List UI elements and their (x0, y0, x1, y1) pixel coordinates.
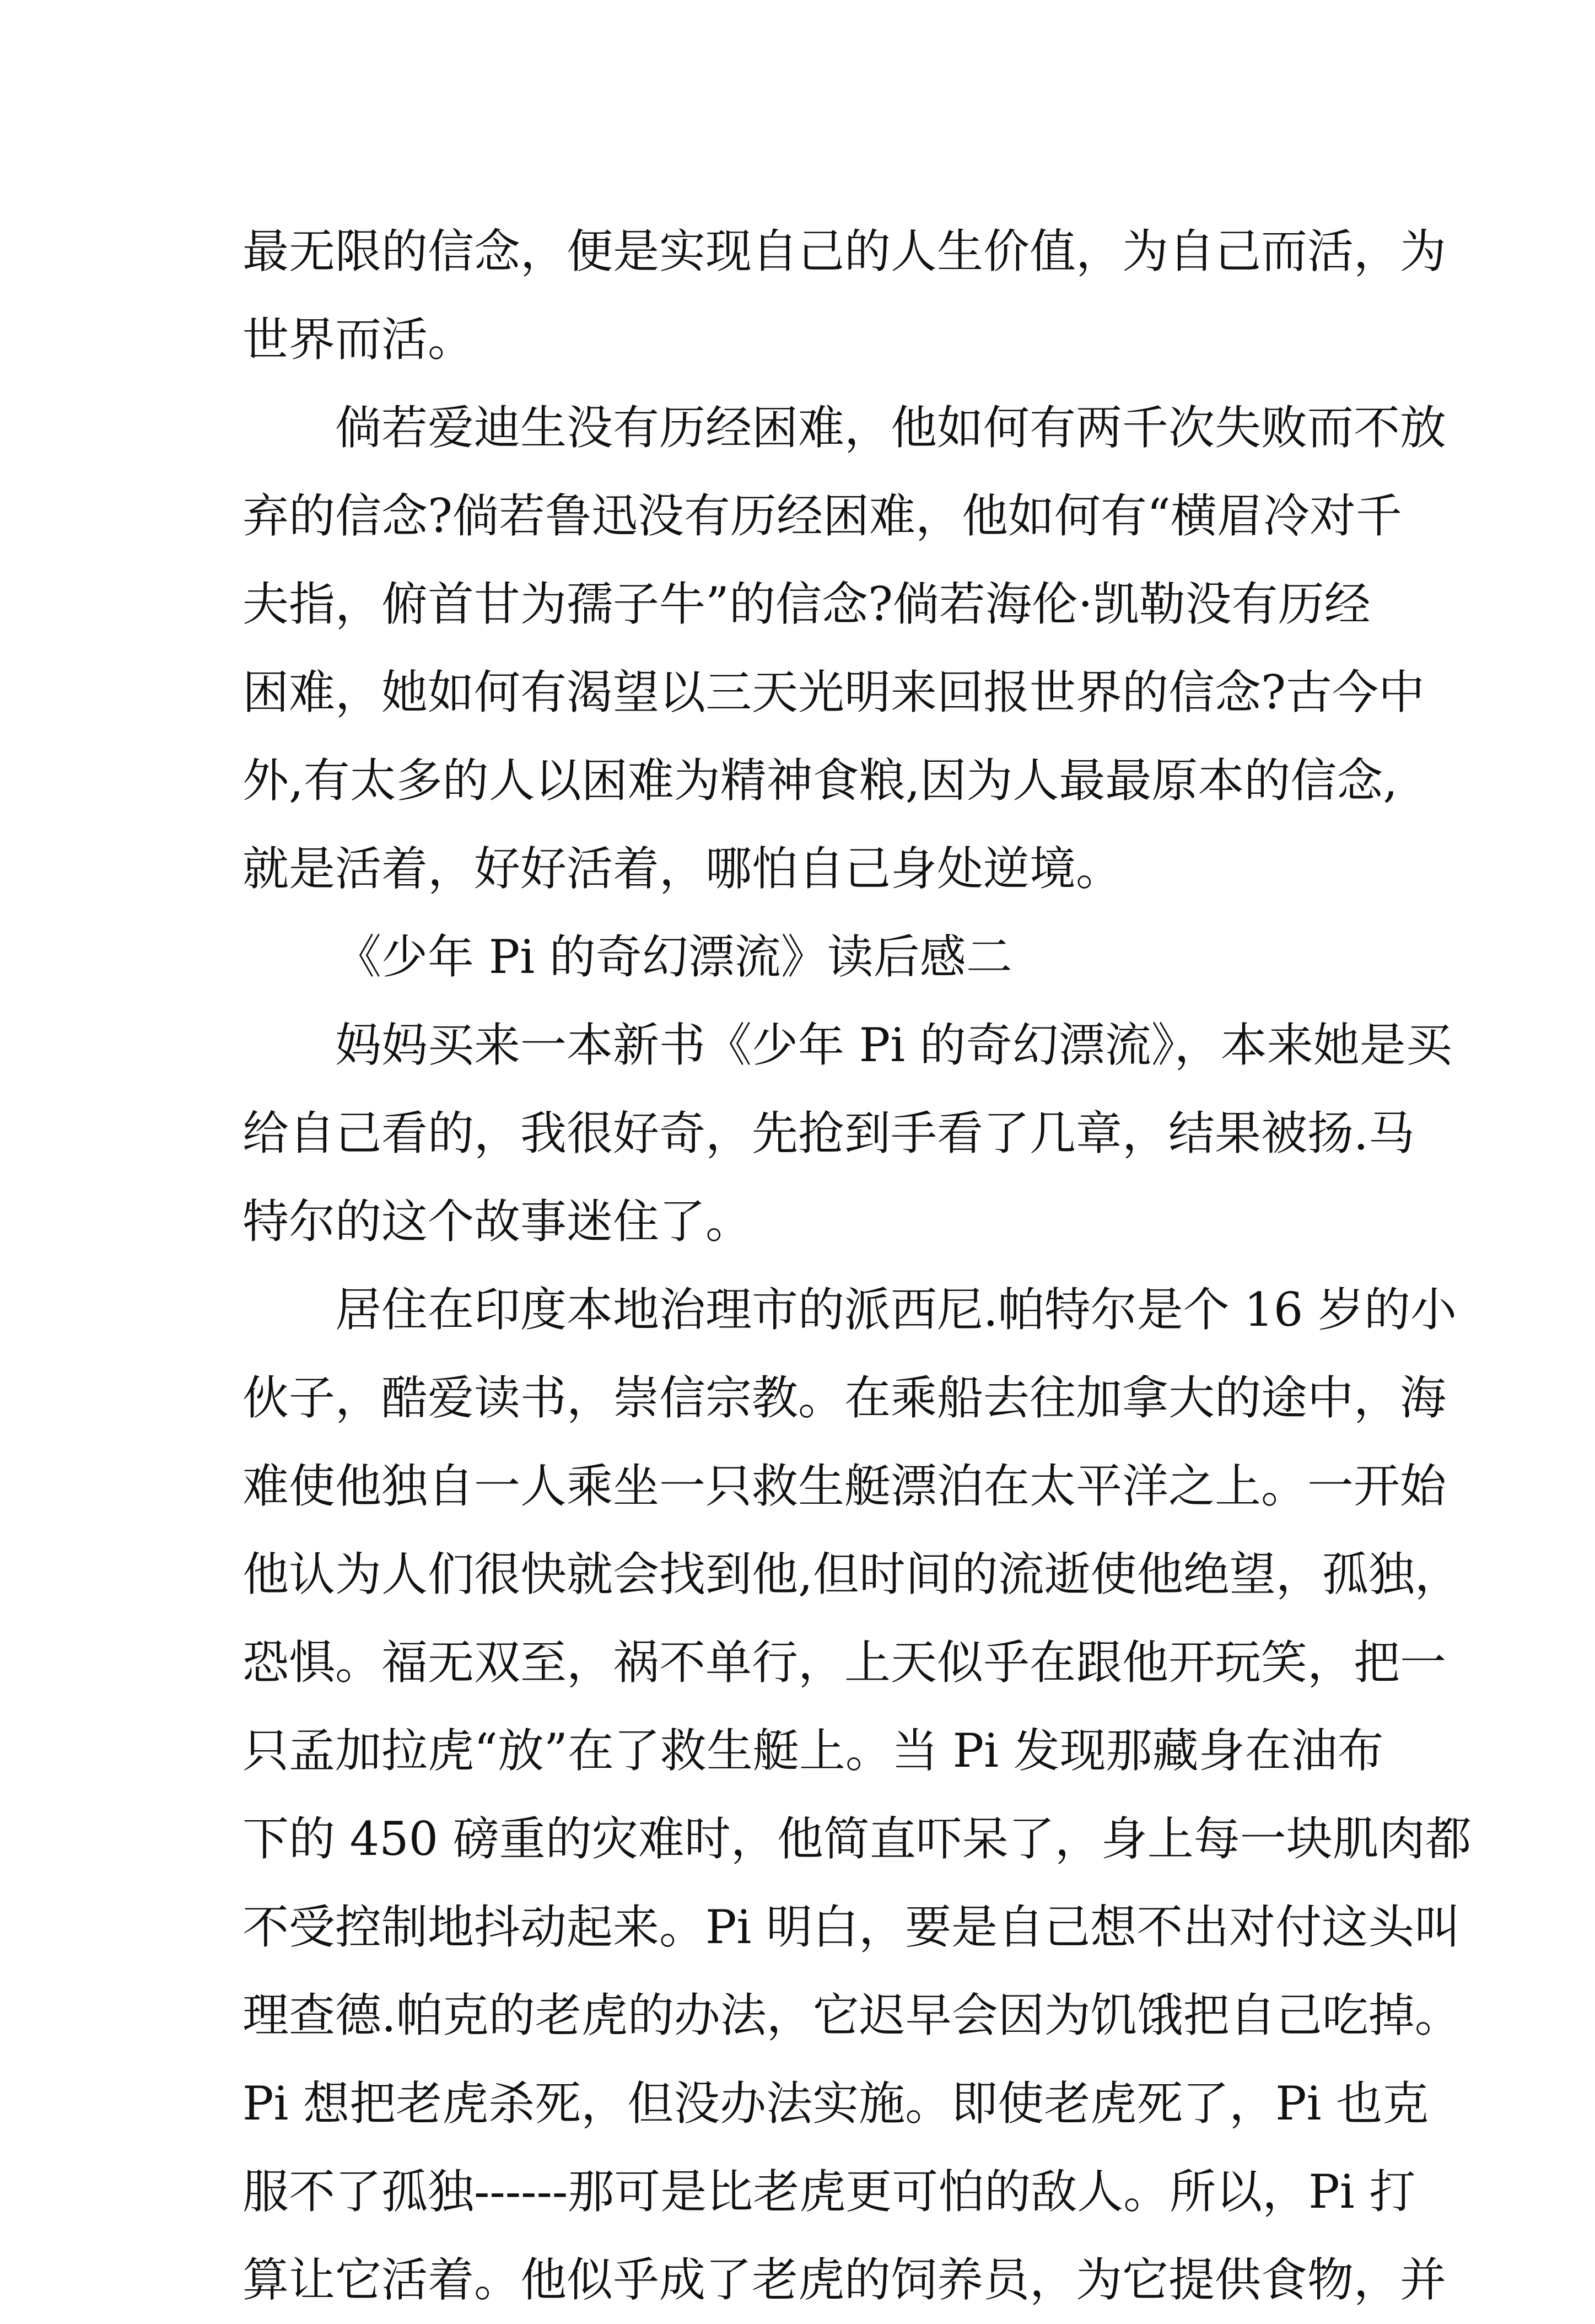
text-line: Pi 想把老虎杀死，但没办法实施。即使老虎死了，Pi 也克 (243, 2076, 1429, 2131)
text-line: 外,有太多的人以困难为精神食粮,因为人最最原本的信念, (243, 754, 1398, 808)
text-line: 不受控制地抖动起来。Pi 明白，要是自己想不出对付这头叫 (243, 1900, 1461, 1954)
text-line: 只孟加拉虎“放”在了救生艇上。当 Pi 发现那藏身在油布 (243, 1724, 1384, 1778)
text-line: 夫指，俯首甘为孺子牛”的信念?倘若海伦·凯勒没有历经 (243, 577, 1371, 631)
text-line: 下的 450 磅重的灾难时，他简直吓呆了，身上每一块肌肉都 (243, 1812, 1472, 1866)
text-line: 特尔的这个故事迷住了。 (243, 1195, 752, 1249)
text-line: 最无限的信念，便是实现自己的人生价值，为自己而活，为 (243, 224, 1447, 278)
paragraph-start-line: 妈妈买来一本新书《少年 Pi 的奇幻漂流》，本来她是买 (335, 1018, 1452, 1072)
text-line: 服不了孤独------那可是比老虎更可怕的敌人。所以，Pi 打 (243, 2165, 1416, 2219)
text-line: 伙子，酷爱读书，崇信宗教。在乘船去往加拿大的途中，海 (243, 1371, 1447, 1425)
text-line: 算让它活着。他似乎成了老虎的饲养员，为它提供食物，并 (243, 2253, 1447, 2307)
text-line: 理查德.帕克的老虎的办法，它迟早会因为饥饿把自己吃掉。 (243, 1988, 1461, 2042)
text-line: 给自己看的，我很好奇，先抢到手看了几章，结果被扬.马 (243, 1106, 1415, 1160)
text-line: 弃的信念?倘若鲁迅没有历经困难，他如何有“横眉冷对千 (243, 489, 1402, 543)
body-text (243, 207, 1472, 2324)
text-line: 困难，她如何有渴望以三天光明来回报世界的信念?古今中 (243, 665, 1425, 719)
text-line: 世界而活。 (243, 313, 475, 367)
section-heading: 《少年 Pi 的奇幻漂流》读后感二 (335, 930, 1012, 984)
paragraph-start-line: 居住在印度本地治理市的派西尼.帕特尔是个 16 岁的小 (335, 1283, 1457, 1337)
paragraph-start-line: 倘若爱迪生没有历经困难，他如何有两千次失败而不放 (335, 401, 1447, 455)
text-line: 他认为人们很快就会找到他,但时间的流逝使他绝望，孤独， (243, 1547, 1461, 1601)
text-line: 难使他独自一人乘坐一只救生艇漂泊在太平洋之上。一开始 (243, 1459, 1447, 1513)
text-line: 就是活着，好好活着，哪怕自己身处逆境。 (243, 842, 1123, 896)
text-line: 恐惧。福无双至，祸不单行，上天似乎在跟他开玩笑，把一 (243, 1636, 1447, 1690)
